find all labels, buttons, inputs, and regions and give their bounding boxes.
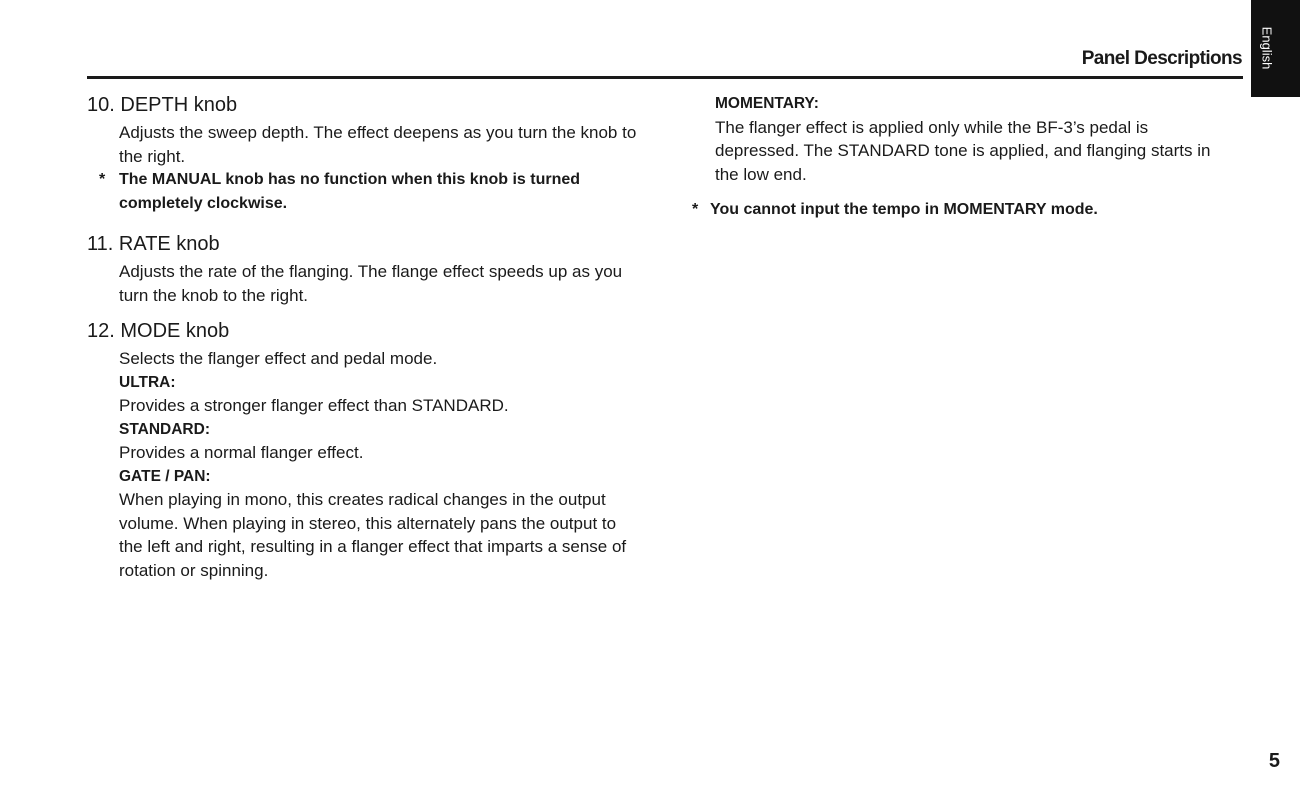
momentary-note-text: You cannot input the tempo in MOMENTARY mode.: [710, 201, 1098, 218]
depth-knob-description: Adjusts the sweep depth. The effect deepens as you turn the knob to the right.: [119, 123, 637, 166]
mode-option-gate-pan-term: GATE / PAN:: [119, 467, 211, 485]
page-header-title: Panel Descriptions: [1081, 48, 1242, 69]
mode-knob-heading: [87, 318, 642, 344]
depth-knob-section: [87, 92, 642, 215]
rate-knob-section: [87, 231, 642, 307]
rate-knob-number: 11.: [87, 233, 114, 255]
mode-knob-number: 12.: [87, 320, 115, 342]
mode-knob-section: [87, 318, 642, 582]
header-divider: [87, 76, 1243, 79]
depth-knob-heading: [87, 92, 642, 118]
language-tab-label: English: [1259, 26, 1275, 70]
page-number: 5: [1268, 750, 1280, 772]
rate-knob-heading: [87, 231, 642, 257]
mode-knob-description: Selects the flanger effect and pedal mode.: [119, 349, 438, 368]
mode-option-momentary-term: MOMENTARY:: [715, 95, 819, 112]
mode-knob-title: MODE knob: [120, 320, 230, 342]
depth-knob-note: [99, 168, 642, 215]
momentary-option: [715, 92, 1230, 186]
depth-knob-number: 10.: [87, 94, 115, 116]
mode-option-standard-term: STANDARD:: [119, 420, 210, 438]
mode-option-standard-description: Provides a normal flanger effect.: [119, 443, 364, 462]
mode-option-momentary-description: The flanger effect is applied only while the BF-3’s pedal is depressed. The STANDARD tone is applied, and flanging starts in the low end.: [715, 117, 1211, 184]
left-column: [87, 92, 642, 582]
mode-knob-body: [119, 347, 642, 582]
mode-option-ultra-term: ULTRA:: [119, 373, 176, 391]
language-tab: [1251, 0, 1300, 97]
rate-knob-body: [119, 260, 642, 307]
momentary-note: [690, 198, 1230, 222]
note-asterisk: *: [99, 171, 106, 188]
note-asterisk: *: [692, 201, 699, 218]
depth-knob-body: [99, 121, 642, 215]
mode-option-gate-pan-description: When playing in mono, this creates radical changes in the output volume. When playing in stereo, this alternately pans the output to the left and right, resulting in a flanger effect that imparts a sense of rotation or spinning.: [119, 490, 627, 580]
mode-option-ultra-description: Provides a stronger flanger effect than STANDARD.: [119, 396, 509, 415]
right-column: [690, 92, 1230, 222]
rate-knob-title: RATE knob: [118, 233, 220, 255]
depth-knob-title: DEPTH knob: [120, 94, 238, 116]
rate-knob-description: Adjusts the rate of the flanging. The flange effect speeds up as you turn the knob to the right.: [119, 262, 623, 305]
depth-knob-note-text: The MANUAL knob has no function when this knob is turned completely clockwise.: [119, 171, 581, 212]
